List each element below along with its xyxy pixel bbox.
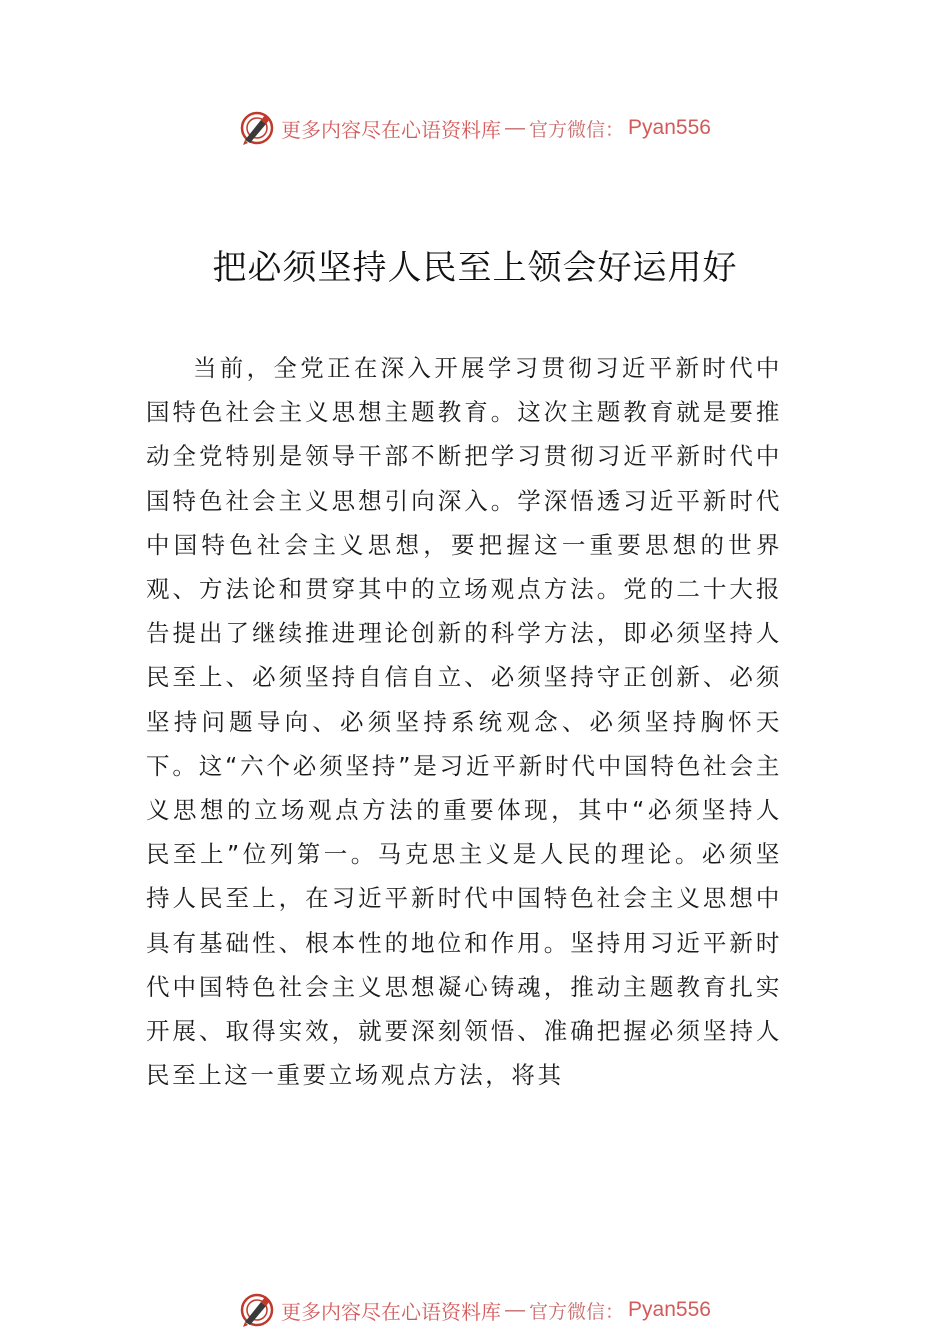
watermark-wechat-label: 官方微信：: [529, 1300, 625, 1323]
watermark-dash: —: [505, 116, 526, 139]
watermark-wechat-id: Pyan556: [628, 116, 711, 139]
pen-logo-icon: [239, 1292, 275, 1328]
document-title: 把必须坚持人民至上领会好运用好: [212, 248, 738, 288]
pen-logo-icon: [239, 110, 275, 146]
watermark-wechat-id: Pyan556: [628, 1298, 711, 1321]
body-paragraph: 当前，全党正在深入开展学习贯彻习近平新时代中国特色社会主义思想主题教育。这次主题教育就是要推动全党特别是领导干部不断把学习贯彻习近平新时代中国特色社会主义思想引向深入。学深悟透习近平新时代中国特色社会主义思想，要把握这一重要思想的世界观、方法论和贯穿其中的立场观点方法。党的二十大报告提出了继续推进理论创新的科学方法，即必须坚持人民至上、必须坚持自信自立、必须坚持守正创新、必须坚持问题导向、必须坚持系统观念、必须坚持胸怀天下。这“六个必须坚持”是习近平新时代中国特色社会主义思想的立场观点方法的重要体现，其中“必须坚持人民至上”位列第一。马克思主义是人民的理论。必须坚持人民至上，在习近平新时代中国特色社会主义思想中具有基础性、根本性的地位和作用。坚持用习近平新时代中国特色社会主义思想凝心铸魂，推动主题教育扎实开展、取得实效，就要深刻领悟、准确把握必须坚持人民至上这一重要立场观点方法，将其: [146, 354, 782, 1090]
watermark-wechat-label: 官方微信：: [529, 118, 625, 141]
watermark-footer: [0, 1290, 950, 1330]
watermark-brand: 更多内容尽在心语资料库: [281, 1299, 502, 1324]
watermark-dash: —: [505, 1298, 526, 1321]
watermark-header: [0, 108, 950, 148]
watermark-brand: 更多内容尽在心语资料库: [281, 117, 502, 142]
